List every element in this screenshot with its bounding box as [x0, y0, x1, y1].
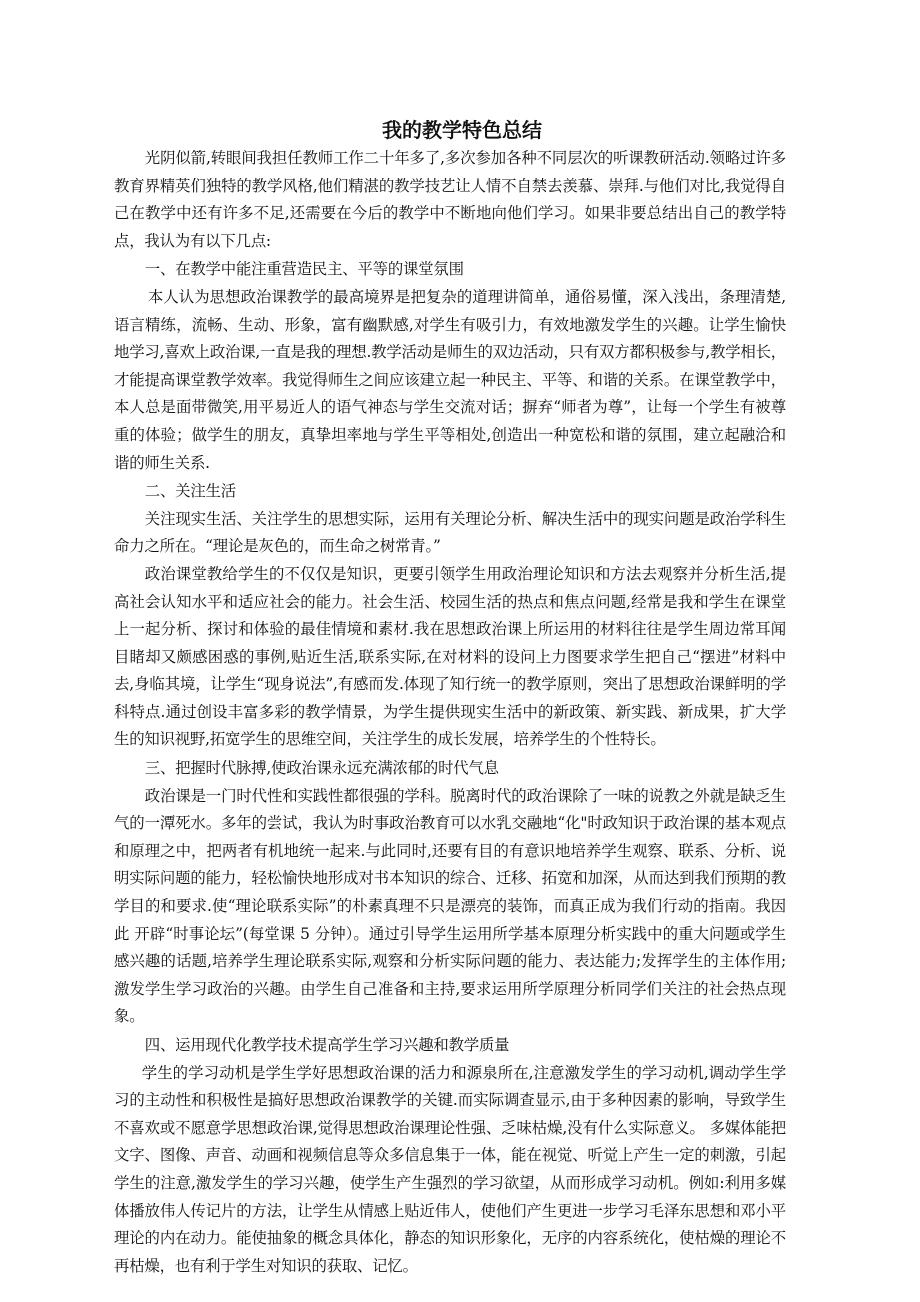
section-heading-2: 二、关注生活: [144, 482, 236, 501]
section-heading-1: 一、在教学中能注重营造民主、平等的课堂氛围: [144, 260, 464, 279]
document-title: 我的教学特色总结: [382, 118, 542, 142]
section-1-paragraph: 本人认为思想政治课教学的最高境界是把复杂的道理讲简单，通俗易懂，深入浅出，条理清楚,语言精练，流畅、生动、形象，富有幽默感,对学生有吸引力，有效地激发学生的兴趣。让学生愉快地学习,喜欢上政治课,一直是我的理想.教学活动是师生的双边活动，只有双方都积极参与,教学相长，才能提高课堂教学效率。我觉得师生之间应该建立起一种民主、平等、和谐的关系。在课堂教学中，本人总是面带微笑,用平易近人的语气神态与学生交流对话；摒弃“师者为尊”，让每一个学生有被尊重的体验；做学生的朋友，真挚坦率地与学生平等相处,创造出一种宽松和谐的氛围，建立起融洽和谐的师生关系.: [114, 287, 786, 472]
section-heading-3: 三、把握时代脉搏,使政治课永远充满浓郁的时代气息: [144, 759, 499, 778]
section-heading-4: 四、运用现代化教学技术提高学生学习兴趣和教学质量: [144, 1036, 510, 1054]
section-4-paragraph: 学生的学习动机是学生学好思想政治课的活力和源泉所在,注意激发学生的学习动机,调动学生学习的主动性和积极性是搞好思想政治课教学的关键.而实际调查显示,由于多种因素的影响，导致学生不喜欢或不愿意学思想政治课,觉得思想政治课理论性强、乏味枯燥,没有什么实际意义。 多媒体能把文字、图像、声音、动画和视频信息等众多信息集于一体，能在视觉、听觉上产生一定的刺激，引起学生的注意,激发学生的学习兴趣，使学生产生强烈的学习欲望，从而形成学习动机。例如:利用多媒体播放伟人传记片的方法，让学生从情感上贴近伟人，使他们产生更进一步学习毛泽东思想和邓小平理论的内在动力。能使抽象的概念具体化，静态的知识形象化，无序的内容系统化，使枯燥的理论不再枯燥，也有利于学生对知识的获取、记忆。: [114, 1063, 786, 1275]
document-page: [114, 115, 786, 1280]
intro-paragraph: 光阴似箭,转眼间我担任教师工作二十年多了,多次参加各种不同层次的听课教研活动.领略过许多教育界精英们独特的教学风格,他们精湛的教学技艺让人情不自禁去羡慕、崇拜.与他们对比,我觉得自己在教学中还有许多不足,还需要在今后的教学中不断地向他们学习。如果非要总结出自己的教学特点，我认为有以下几点:: [114, 149, 786, 250]
section-2-paragraph-2: 政治课堂教给学生的不仅仅是知识，更要引领学生用政治理论知识和方法去观察并分析生活,提高社会认知水平和适应社会的能力。社会生活、校园生活的热点和焦点问题,经常是我和学生在课堂上一起分析、探讨和体验的最佳情境和素材.我在思想政治课上所运用的材料往往是学生周边常耳闻目睹却又颇感困惑的事例,贴近生活,联系实际,在对材料的设问上力图要求学生把自己“摆进”材料中去,身临其境，让学生“现身说法”,有感而发.体现了知行统一的教学原则，突出了思想政治课鲜明的学科特点.通过创设丰富多彩的教学情景，为学生提供现实生活中的新政策、新实践、新成果，扩大学生的知识视野,拓宽学生的思维空间，关注学生的成长发展，培养学生的个性特长。: [114, 564, 786, 749]
section-2-paragraph-1: 关注现实生活、关注学生的思想实际，运用有关理论分析、解决生活中的现实问题是政治学科生命力之所在。“理论是灰色的，而生命之树常青。”: [114, 509, 786, 556]
section-3-paragraph: 政治课是一门时代性和实践性都很强的学科。脱离时代的政治课除了一味的说教之外就是缺乏生气的一潭死水。多年的尝试，我认为时事政治教育可以水乳交融地“化"时政知识于政治课的基本观点和原理之中，把两者有机地统一起来.与此同时,还要有目的有意识地培养学生观察、联系、分析、说明实际问题的能力，轻松愉快地形成对书本知识的综合、迁移、拓宽和加深，从而达到我们预期的教学目的和要求.使“理论联系实际”的朴素真理不只是漂亮的装饰，而真正成为我们行动的指南。我因此 开辟“时事论坛”(每堂课 5 分钟）。通过引导学生运用所学基本原理分析实践中的重大问题或学生感兴趣的话题,培养学生理论联系实际,观察和分析实际问题的能力、表达能力;发挥学生的主体作用;激发学生学习政治的兴趣。由学生自己准备和主持,要求运用所学原理分析同学们关注的社会热点现象。: [114, 786, 786, 1026]
